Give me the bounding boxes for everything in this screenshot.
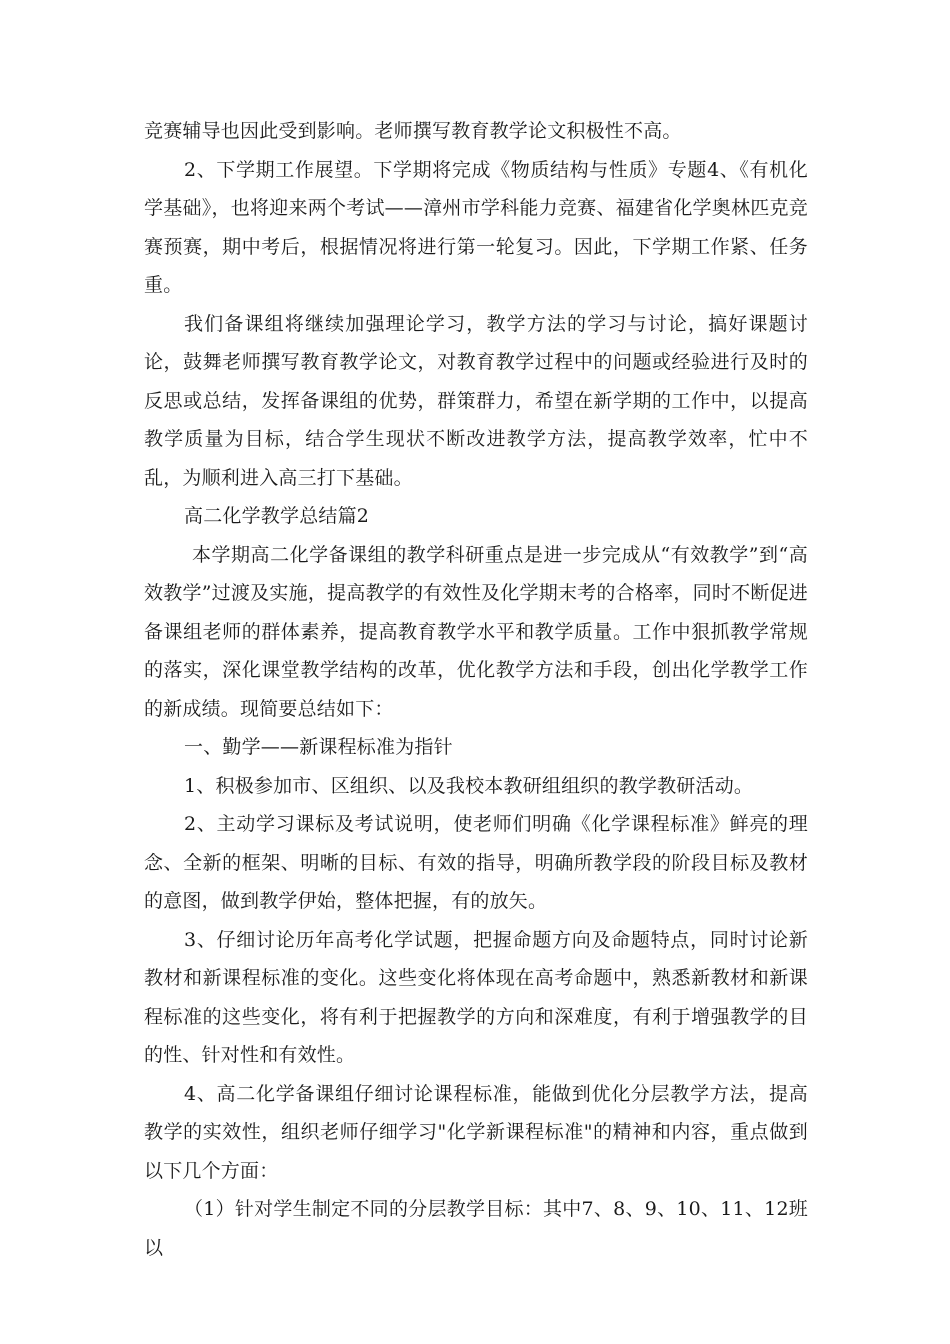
paragraph-next-term-outlook: 2、下学期工作展望。下学期将完成《物质结构与性质》专题4、《有机化学基础》，也将迎来两个考试——漳州市学科能力竞赛、福建省化学奥林匹克竞赛预赛，期中考后，根据情况将进行第一轮复习。因此，下学期工作紧、任务重。 (144, 158, 808, 296)
document-body (144, 112, 808, 1267)
section-title: 高二化学教学总结篇2 (184, 505, 370, 527)
list-item-4: 4、高二化学备课组仔细讨论课程标准，能做到优化分层教学方法，提高教学的实效性，组织老师仔细学习"化学新课程标准"的精神和内容，重点做到以下几个方面： (144, 1082, 808, 1182)
list-item-2: 2、主动学习课标及考试说明，使老师们明确《化学课程标准》鲜亮的理念、全新的框架、明晰的目标、有效的指导，明确所教学段的阶段目标及教材的意图，做到教学伊始，整体把握，有的放矢。 (144, 813, 808, 912)
paragraph-continuation: 竞赛辅导也因此受到影响。老师撰写教育教学论文积极性不高。 (144, 120, 682, 142)
paragraph-intro: 本学期高二化学备课组的教学科研重点是进一步完成从“有效教学”到“高效教学”过渡及实施，提高教学的有效性及化学期末考的合格率，同时不断促进备课组老师的群体素养，提高教育教学水平和教学质量。工作中狠抓教学常规的落实，深化课堂教学结构的改革，优化教学方法和手段，创出化学教学工作的新成绩。现简要总结如下： (144, 543, 808, 720)
list-item-1: 1、积极参加市、区组织、以及我校本教研组组织的教学教研活动。 (184, 774, 754, 797)
paragraph-group-plan: 我们备课组将继续加强理论学习，教学方法的学习与讨论，搞好课题讨论，鼓舞老师撰写教育教学论文，对教育教学过程中的问题或经验进行及时的反思或总结，发挥备课组的优势，群策群力，希望在新学期的工作中，以提高教学质量为目标，结合学生现状不断改进教学方法，提高教学效率，忙中不乱，为顺利进入高三打下基础。 (144, 312, 808, 489)
section-heading-1: 一、勤学——新课程标准为指针 (184, 736, 453, 758)
sub-item-1: （1）针对学生制定不同的分层教学目标：其中7、8、9、10、11、12班以 (144, 1198, 808, 1259)
list-item-3: 3、仔细讨论历年高考化学试题，把握命题方向及命题特点，同时讨论新教材和新课程标准的变化。这些变化将体现在高考命题中，熟悉新教材和新课程标准的这些变化，将有利于把握教学的方向和深难度，有利于增强教学的目的性、针对性和有效性。 (144, 928, 808, 1066)
